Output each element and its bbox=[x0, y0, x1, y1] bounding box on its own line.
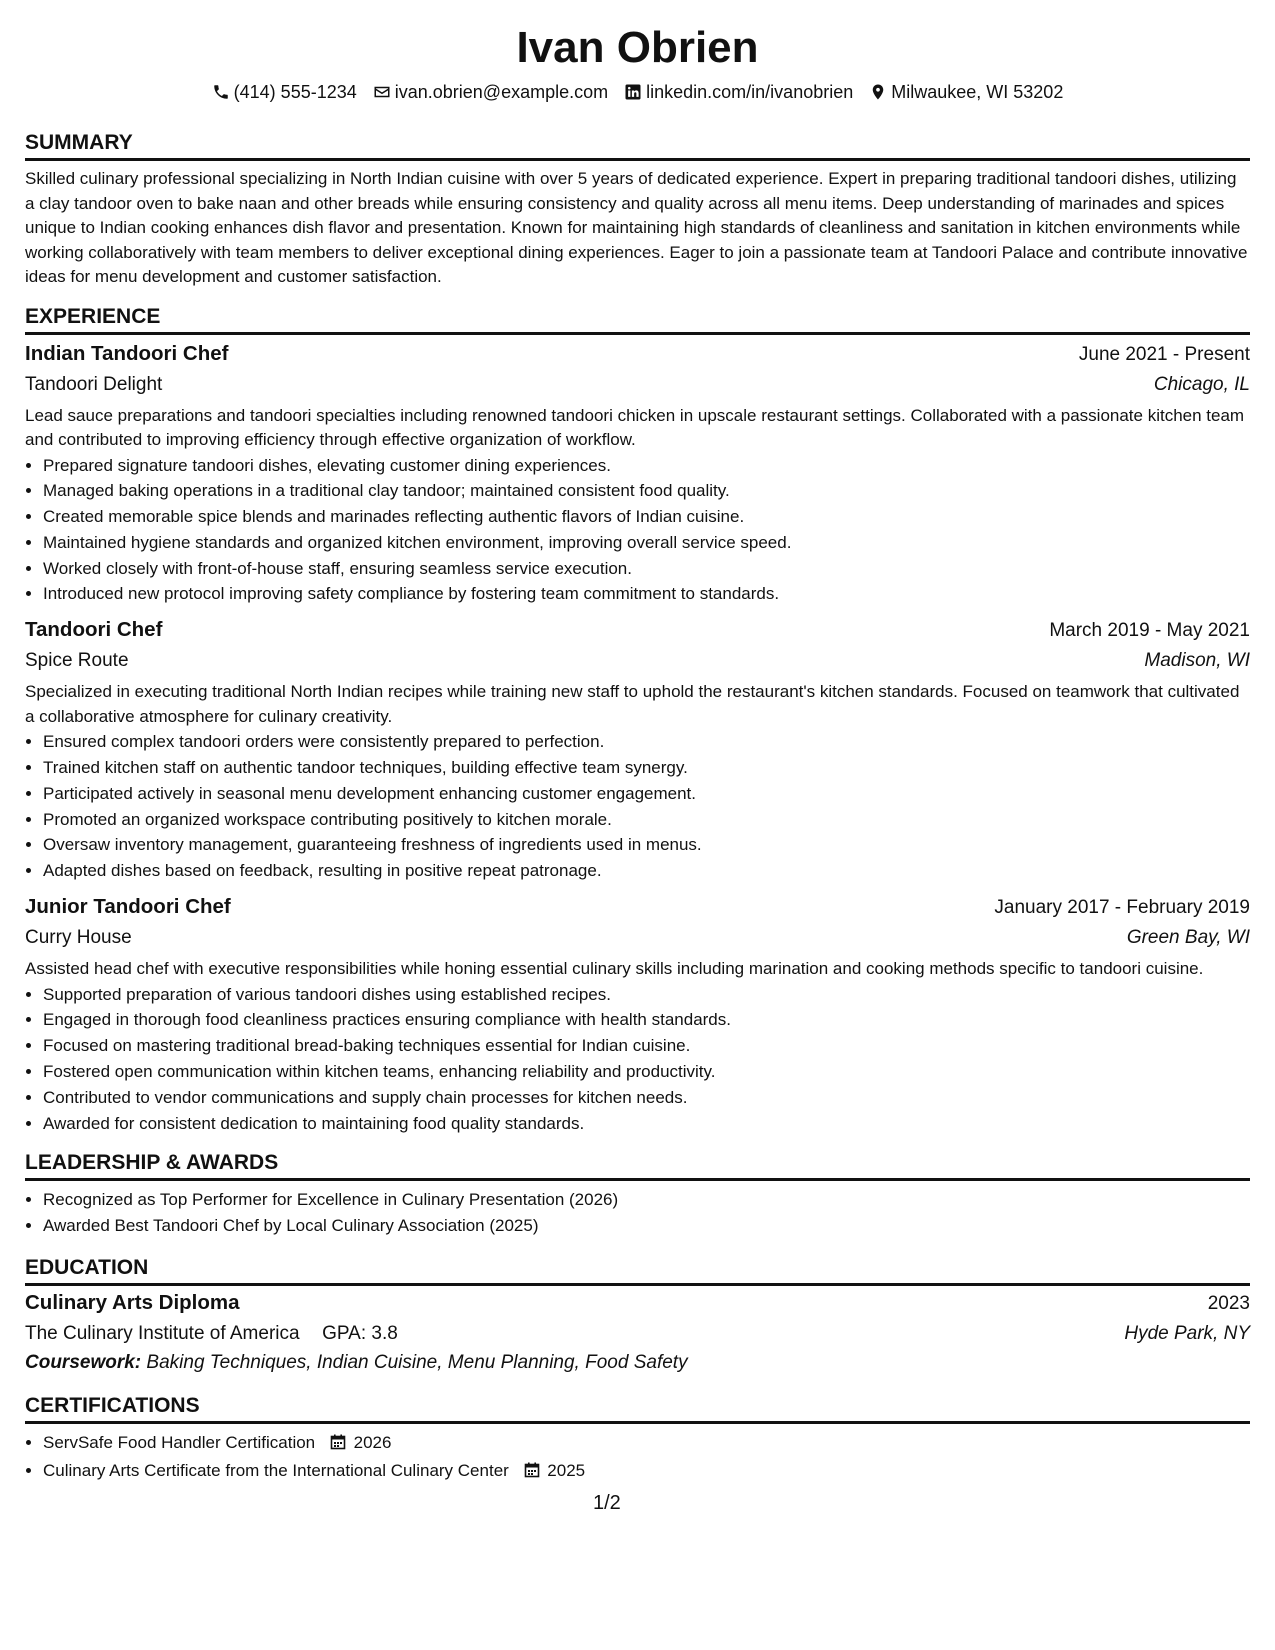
list-item: • Supported preparation of various tandoori dishes using established recipes. bbox=[43, 982, 1250, 1008]
job-description: Specialized in executing traditional North Indian recipes while training new staff to uphold the restaurant's kitchen standards. Focused on teamwork that cultivated a collaborative atmosphere for culinary creativity. bbox=[25, 682, 1240, 726]
envelope-icon bbox=[373, 83, 391, 101]
list-item: • Promoted an organized workspace contributing positively to kitchen morale. bbox=[43, 807, 1250, 833]
job-dates: June 2021 - Present bbox=[1078, 343, 1250, 365]
list-item: • Prepared signature tandoori dishes, elevating customer dining experiences. bbox=[43, 453, 1250, 479]
section-title: CERTIFICATIONS bbox=[25, 1393, 1250, 1424]
job-title: Indian Tandoori Chef bbox=[25, 341, 229, 365]
job-description: Lead sauce preparations and tandoori specialties including renowned tandoori chicken in upscale restaurant settings. Collaborated with a passionate kitchen team and contributed to improving efficiency through effective organization of workflow. bbox=[25, 405, 1245, 449]
list-item: • Awarded for consistent dedication to maintaining food quality standards. bbox=[43, 1111, 1250, 1137]
job-bullets bbox=[25, 982, 1250, 1137]
list-item: • Contributed to vendor communications and supply chain processes for kitchen needs. bbox=[43, 1085, 1250, 1111]
leadership-section bbox=[25, 1150, 1250, 1239]
candidate-name: Ivan Obrien bbox=[516, 23, 759, 72]
section-title: SUMMARY bbox=[25, 130, 1250, 161]
certification-name: ServSafe Food Handler Certification bbox=[43, 1432, 316, 1452]
contact-location bbox=[869, 80, 1063, 104]
school-line bbox=[25, 1319, 398, 1349]
location-text: Milwaukee, WI 53202 bbox=[891, 82, 1064, 102]
list-item: • Adapted dishes based on feedback, resulting in positive repeat patronage. bbox=[43, 858, 1250, 884]
section-title: EDUCATION bbox=[25, 1255, 1250, 1286]
list-item bbox=[43, 1430, 1250, 1458]
education-section bbox=[25, 1255, 1250, 1377]
phone-text: (414) 555-1234 bbox=[233, 82, 357, 102]
job-bullets bbox=[25, 453, 1250, 608]
contact-phone bbox=[212, 80, 357, 104]
linkedin-icon bbox=[624, 83, 642, 101]
section-title: LEADERSHIP & AWARDS bbox=[25, 1150, 1250, 1181]
calendar-icon bbox=[330, 1432, 346, 1458]
experience-section bbox=[25, 304, 1250, 1137]
job-entry bbox=[25, 339, 1250, 608]
coursework-label: Coursework: bbox=[25, 1351, 142, 1373]
certification-year: 2025 bbox=[547, 1460, 586, 1480]
job-title: Tandoori Chef bbox=[25, 618, 163, 642]
job-location: Green Bay, WI bbox=[1126, 927, 1250, 949]
certification-name: Culinary Arts Certificate from the International Culinary Center bbox=[43, 1460, 509, 1480]
list-item: • Maintained hygiene standards and organized kitchen environment, improving overall service speed. bbox=[43, 530, 1250, 556]
job-company: Spice Route bbox=[25, 650, 129, 672]
job-title: Junior Tandoori Chef bbox=[25, 895, 231, 919]
awards-list bbox=[25, 1187, 1250, 1239]
contact-linkedin[interactable] bbox=[624, 80, 853, 104]
job-company: Tandoori Delight bbox=[25, 373, 163, 395]
list-item: • Participated actively in seasonal menu development enhancing customer engagement. bbox=[43, 781, 1250, 807]
resume-header bbox=[25, 0, 1250, 104]
gpa: GPA: 3.8 bbox=[322, 1322, 398, 1344]
education-year: 2023 bbox=[1207, 1292, 1250, 1314]
section-title: EXPERIENCE bbox=[25, 304, 1250, 335]
coursework-line bbox=[25, 1349, 1250, 1377]
list-item: • Engaged in thorough food cleanliness practices ensuring compliance with health standards. bbox=[43, 1007, 1250, 1033]
job-bullets bbox=[25, 729, 1250, 884]
contact-bar bbox=[25, 80, 1250, 104]
certifications-list bbox=[25, 1430, 1250, 1486]
phone-icon bbox=[212, 83, 230, 101]
list-item: • Fostered open communication within kitchen teams, enhancing reliability and productivity. bbox=[43, 1059, 1250, 1085]
calendar-icon bbox=[524, 1460, 540, 1486]
map-pin-icon bbox=[869, 83, 887, 101]
summary-text: Skilled culinary professional specializing in North Indian cuisine with over 5 years of dedicated experience. Expert in preparing traditional tandoori dishes, utilizing a clay tandoor oven to bake naan and other breads while ensuring consistency and quality across all menu items. Deep understanding of marinades and spices unique to Indian cooking enhances dish flavor and presentation. Known for maintaining high standards of cleanliness and sanitation in kitchen environments while working collaboratively with team members to deliver exceptional dining experiences. Eager to join a passionate team at Tandoori Palace and contribute innovative ideas for menu development and customer satisfaction. bbox=[25, 169, 1248, 286]
list-item: • Introduced new protocol improving safety compliance by fostering team commitment to standards. bbox=[43, 581, 1250, 607]
job-dates: March 2019 - May 2021 bbox=[1049, 620, 1250, 642]
list-item bbox=[43, 1458, 1250, 1486]
school-name: The Culinary Institute of America bbox=[25, 1322, 300, 1344]
list-item: • Worked closely with front-of-house staff, ensuring seamless service execution. bbox=[43, 556, 1250, 582]
job-entry bbox=[25, 892, 1250, 1136]
page-number: 1/2 bbox=[593, 1492, 621, 1514]
certifications-section bbox=[25, 1393, 1250, 1486]
list-item: • Focused on mastering traditional bread-baking techniques essential for Indian cuisine. bbox=[43, 1033, 1250, 1059]
education-location: Hyde Park, NY bbox=[1124, 1322, 1250, 1344]
summary-section bbox=[25, 130, 1250, 290]
job-entry bbox=[25, 615, 1250, 884]
resume-page bbox=[25, 0, 1250, 1486]
list-item: • Awarded Best Tandoori Chef by Local Culinary Association (2025) bbox=[43, 1213, 1250, 1239]
degree-title: Culinary Arts Diploma bbox=[25, 1290, 240, 1314]
list-item: • Managed baking operations in a traditional clay tandoor; maintained consistent food quality. bbox=[43, 478, 1250, 504]
job-location: Madison, WI bbox=[1144, 650, 1250, 672]
list-item: • Trained kitchen staff on authentic tandoor techniques, building effective team synergy. bbox=[43, 755, 1250, 781]
job-description: Assisted head chef with executive responsibilities while honing essential culinary skills including marination and cooking methods specific to tandoori cuisine. bbox=[25, 959, 1204, 979]
certification-year: 2026 bbox=[353, 1432, 392, 1452]
email-text: ivan.obrien@example.com bbox=[394, 82, 609, 102]
job-dates: January 2017 - February 2019 bbox=[994, 897, 1250, 919]
job-location: Chicago, IL bbox=[1153, 373, 1250, 395]
list-item: • Created memorable spice blends and marinades reflecting authentic flavors of Indian cuisine. bbox=[43, 504, 1250, 530]
list-item: • Ensured complex tandoori orders were consistently prepared to perfection. bbox=[43, 729, 1250, 755]
linkedin-text: linkedin.com/in/ivanobrien bbox=[646, 82, 854, 102]
list-item: • Oversaw inventory management, guaranteeing freshness of ingredients used in menus. bbox=[43, 832, 1250, 858]
contact-email[interactable] bbox=[373, 80, 608, 104]
job-company: Curry House bbox=[25, 927, 132, 949]
coursework-text: Baking Techniques, Indian Cuisine, Menu Planning, Food Safety bbox=[146, 1351, 688, 1373]
list-item: • Recognized as Top Performer for Excellence in Culinary Presentation (2026) bbox=[43, 1187, 1250, 1213]
